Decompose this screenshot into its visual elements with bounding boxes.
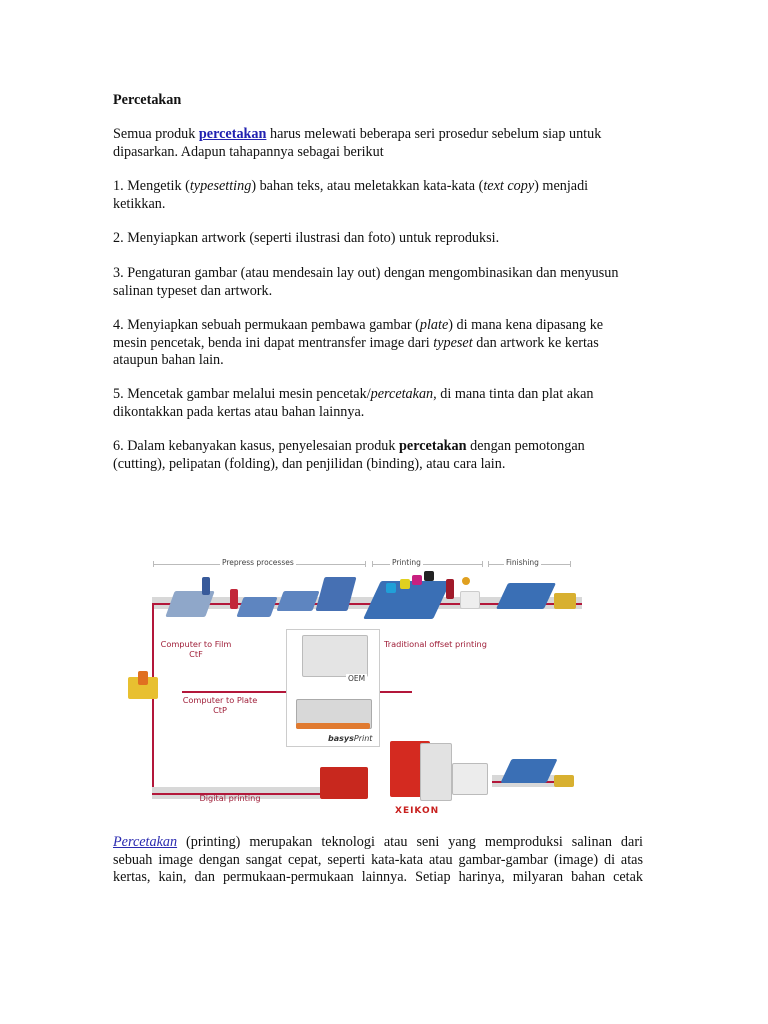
operator-figure (230, 589, 238, 609)
printing-label: Printing (392, 558, 421, 567)
ctp-label: Computer to Plate CtP (182, 695, 258, 715)
digital-finished-boxes (554, 775, 574, 787)
percetakan-link[interactable]: percetakan (198, 126, 267, 142)
percetakan-link-2[interactable]: Percetakan (113, 834, 178, 850)
oem-ctf-machine (302, 635, 368, 677)
finished-boxes (554, 593, 576, 609)
operator-figure (202, 577, 210, 595)
oem-label: OEM (348, 674, 366, 683)
xeikon-output (452, 763, 488, 795)
prepress-label: Prepress processes (222, 558, 294, 567)
step-3: 3. Pengaturan gambar (atau mendesain lay out) dengan mengombinasikan dan menyusun salinan typeset dan artwork. (113, 265, 619, 299)
printed-sheets (460, 591, 480, 609)
step-6: 6. Dalam kebanyakan kasus, penyelesaian produk percetakan dengan pemotongan (cutting), pelipatan (folding), dan penjilidan (binding), atau cara lain. (113, 438, 585, 472)
step-5: 5. Mencetak gambar melalui mesin pencetak/percetakan, di mana tinta dan plat akan dikontakkan pada kertas atau bahan lainnya. (113, 386, 594, 420)
prepress-machine (236, 597, 277, 617)
step-4: 4. Menyiapkan sebuah permukaan pembawa gambar (plate) di mana kena dipasang ke mesin pencetak, benda ini dapat mentransfer image dari typeset dan artwork ke kertas ataupun bahan lain. (113, 317, 604, 368)
printing-process-diagram (150, 553, 590, 825)
ctf-label: Computer to Film CtF (160, 639, 232, 659)
digital-feeder (320, 767, 368, 799)
offset-printing-label: Traditional offset printing (384, 639, 487, 649)
closing-paragraph: Percetakan (printing) merupakan teknologi atau seni yang memproduksi salinan dari sebuah image dengan sangat cepat, seperti kata-kata atau gambar-gambar (image) di atas kertas, kain, dan permukaan-permukaan lainnya. Setiap harinya, milyaran bahan cetak (113, 834, 643, 885)
designer-figure (138, 671, 148, 685)
quality-icon (462, 577, 470, 585)
xeikon-unit (420, 743, 452, 801)
press-operator (446, 579, 454, 599)
document-title: Percetakan (113, 92, 182, 108)
intro-paragraph: Semua produk percetakan harus melewati beberapa seri prosedur sebelum siap untuk dipasarkan. Adapun tahapannya sebagai berikut (113, 126, 602, 160)
xeikon-logo: XEIKON (395, 806, 440, 816)
layout-table (276, 591, 319, 611)
step-1: 1. Mengetik (typesetting) bahan teks, atau meletakkan kata-kata (text copy) menjadi ketikkan. (113, 178, 589, 212)
basysprint-logo: basysPrint (328, 734, 373, 743)
digital-printing-label: Digital printing (199, 793, 261, 803)
finishing-label: Finishing (506, 558, 539, 567)
step-2: 2. Menyiapkan artwork (seperti ilustrasi dan foto) untuk reproduksi. (113, 230, 500, 246)
